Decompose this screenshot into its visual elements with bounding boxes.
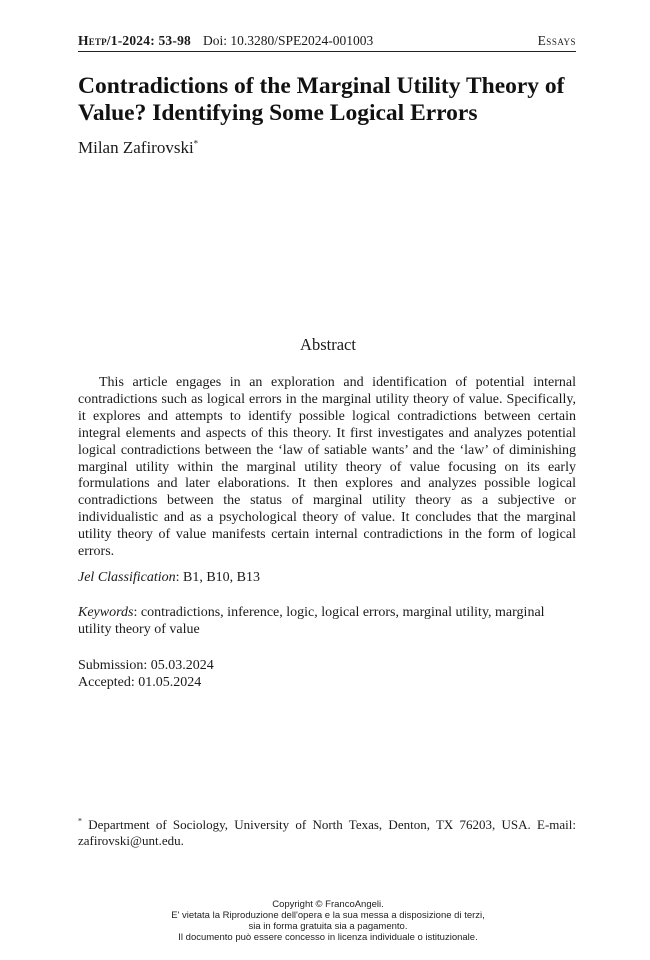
accepted-date: Accepted: 01.05.2024 — [78, 675, 202, 690]
copyright-line-1: Copyright © FrancoAngeli. — [272, 899, 384, 910]
abstract-heading: Abstract — [300, 335, 356, 354]
author-line — [78, 138, 198, 158]
keywords-list: : contradictions, inference, logic, logical errors, marginal utility, marginal utility theory of value — [78, 605, 545, 637]
footnote-text: Department of Sociology, University of North Texas, Denton, TX 76203, USA. E-mail: zafirovski@unt.edu. — [78, 817, 576, 848]
doi: Doi: 10.3280/SPE2024-001003 — [202, 33, 374, 48]
author-footnote-mark: * — [193, 138, 199, 149]
keywords-label: Keywords — [78, 605, 134, 620]
abstract-text: This article engages in an exploration and identification of potential internal contradictions such as logical errors in the marginal utility theory of value. Specifically, it explores and attempts to identify possible logical contradictions between certain integral elements and aspects of this theory. It first investigates and analyzes potential logical contradictions between the ‘law of satiable wants’ and the ‘law’ of diminishing marginal utility within the marginal utility theory of value focusing on its early formulations and later elaborations. It then explores and analyzes possible logical contradictions between the status of marginal utility theory as a subjective or individualistic and as a psychological theory of value. It concludes that the marginal utility theory of value manifests certain internal contradictions in the form of logical errors. — [78, 375, 576, 560]
jel-label: Jel Classification — [78, 570, 176, 585]
author-name: Milan Zafirovski — [78, 138, 194, 157]
copyright-line-3: sia in forma gratuita sia a pagamento. — [248, 921, 408, 932]
running-header — [78, 33, 576, 52]
section-label: Essays — [537, 33, 576, 48]
affiliation-footnote — [78, 817, 576, 849]
copyright-line-2: E' vietata la Riproduzione dell'opera e la sua messa a disposizione di terzi, — [171, 910, 485, 921]
submission-date: Submission: 05.03.2024 — [78, 658, 214, 673]
jel-codes: : B1, B10, B13 — [175, 570, 261, 585]
footnote-mark: * — [78, 816, 82, 826]
article-title: Contradictions of the Marginal Utility Theory of Value? Identifying Some Logical Errors — [78, 73, 565, 126]
copyright-notice — [78, 899, 578, 943]
keywords — [78, 605, 576, 639]
jel-classification — [78, 570, 576, 587]
copyright-line-4: Il documento può essere concesso in licenza individuale o istituzionale. — [178, 932, 478, 943]
journal-issue: Hetp/1-2024: 53-98 — [78, 33, 191, 48]
